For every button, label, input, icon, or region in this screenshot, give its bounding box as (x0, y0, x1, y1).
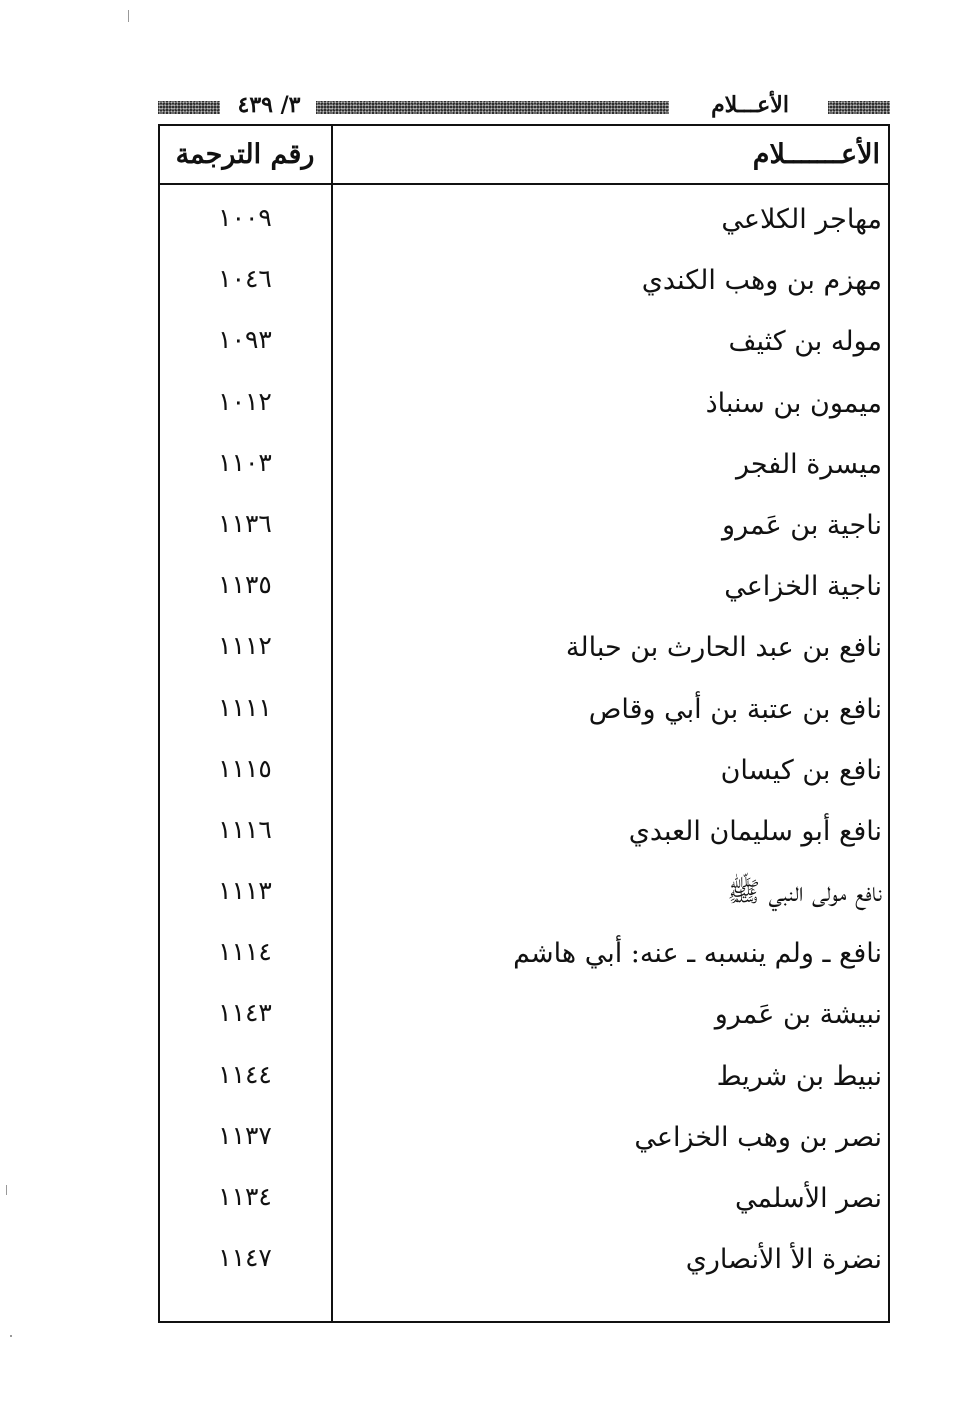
entry-name: مهاجر الكلاعي (721, 204, 882, 235)
entry-name: ميسرة الفجر (735, 448, 882, 480)
entry-number: ١١٣٧ (218, 1120, 272, 1150)
entry-name: نضرة الأ الأنصاري (685, 1244, 882, 1276)
entry-number: ١١٣٥ (218, 570, 272, 600)
table-row (160, 193, 888, 254)
entry-name: نافع بن كيسان (720, 754, 882, 786)
entry-number: ١٠٤٦ (218, 264, 272, 294)
table-row (160, 1172, 888, 1233)
table-row (160, 621, 888, 682)
entry-number: ١١٣٤ (218, 1182, 272, 1211)
table-row (160, 499, 888, 560)
table-row (160, 560, 888, 621)
entry-name: ناجية الخزاعي (724, 571, 882, 603)
table-row (160, 744, 888, 805)
header-ornament-left (158, 101, 220, 114)
entry-number: ١١٤٤ (218, 1059, 272, 1089)
running-title: الأعـــلام (711, 92, 789, 118)
table-row (160, 927, 888, 988)
header-ornament-right (828, 101, 890, 114)
entry-name: موله بن كثيف (728, 326, 882, 358)
entry-number: ١١١٦ (218, 814, 272, 844)
table-row (160, 1111, 888, 1172)
index-table-body (160, 193, 888, 1294)
column-header-names: الأعـــــــلام (752, 139, 880, 170)
entry-number: ١١٠٣ (218, 447, 272, 477)
scan-speck-top (128, 10, 129, 22)
header-divider (158, 183, 890, 185)
table-row (160, 683, 888, 744)
column-header-entry-number: رقم الترجمة (175, 139, 315, 170)
entry-number: ١٠٩٣ (218, 325, 272, 355)
table-row (160, 1233, 888, 1294)
entry-name: ميمون بن سنباذ (705, 387, 882, 419)
entry-name: نافع بن عتبة بن أبي وقاص (588, 693, 882, 725)
entry-number: ١١١٣ (218, 876, 272, 906)
table-row (160, 988, 888, 1049)
entry-number: ١١١٤ (218, 937, 272, 967)
entry-name: نبيشة بن عَمرو (714, 999, 882, 1031)
entry-number: ١١١١ (218, 692, 272, 722)
entry-number: ١١١٢ (218, 631, 272, 661)
table-row (160, 805, 888, 866)
entry-number: ١٠١٢ (218, 386, 272, 416)
entry-name: نافع بن عبد الحارث بن حبالة (565, 632, 882, 664)
table-row (160, 315, 888, 376)
table-row (160, 866, 888, 927)
entry-name: نافع مولى النبي ﷺ (727, 877, 882, 909)
entry-name: نصر بن وهب الخزاعي (634, 1121, 882, 1153)
entry-number: ١١١٥ (218, 753, 272, 783)
page-reference: ٣/ ٤٣٩ (237, 92, 301, 118)
entry-name: نبيط بن شريط (716, 1060, 882, 1092)
entry-number: ١١٣٦ (218, 508, 272, 538)
entry-name: نصر الأسلمي (735, 1183, 882, 1214)
header-ornament-middle (316, 101, 669, 114)
table-row (160, 1050, 888, 1111)
entry-number: ١٠٠٩ (218, 203, 272, 232)
table-row (160, 438, 888, 499)
entry-name: ناجية بن عَمرو (722, 509, 882, 541)
entry-name: نافع ـ ولم ينسبه ـ عنه: أبي هاشم (513, 938, 882, 970)
entry-name: نافع أبو سليمان العبدي (628, 815, 882, 847)
entry-number: ١١٤٧ (218, 1243, 272, 1273)
table-row (160, 254, 888, 315)
table-row (160, 377, 888, 438)
entry-name: مهزم بن وهب الكندي (641, 265, 882, 297)
scan-speck-left-lower (10, 1335, 12, 1337)
entry-number: ١١٤٣ (218, 998, 272, 1028)
scan-speck-left (6, 1185, 7, 1195)
